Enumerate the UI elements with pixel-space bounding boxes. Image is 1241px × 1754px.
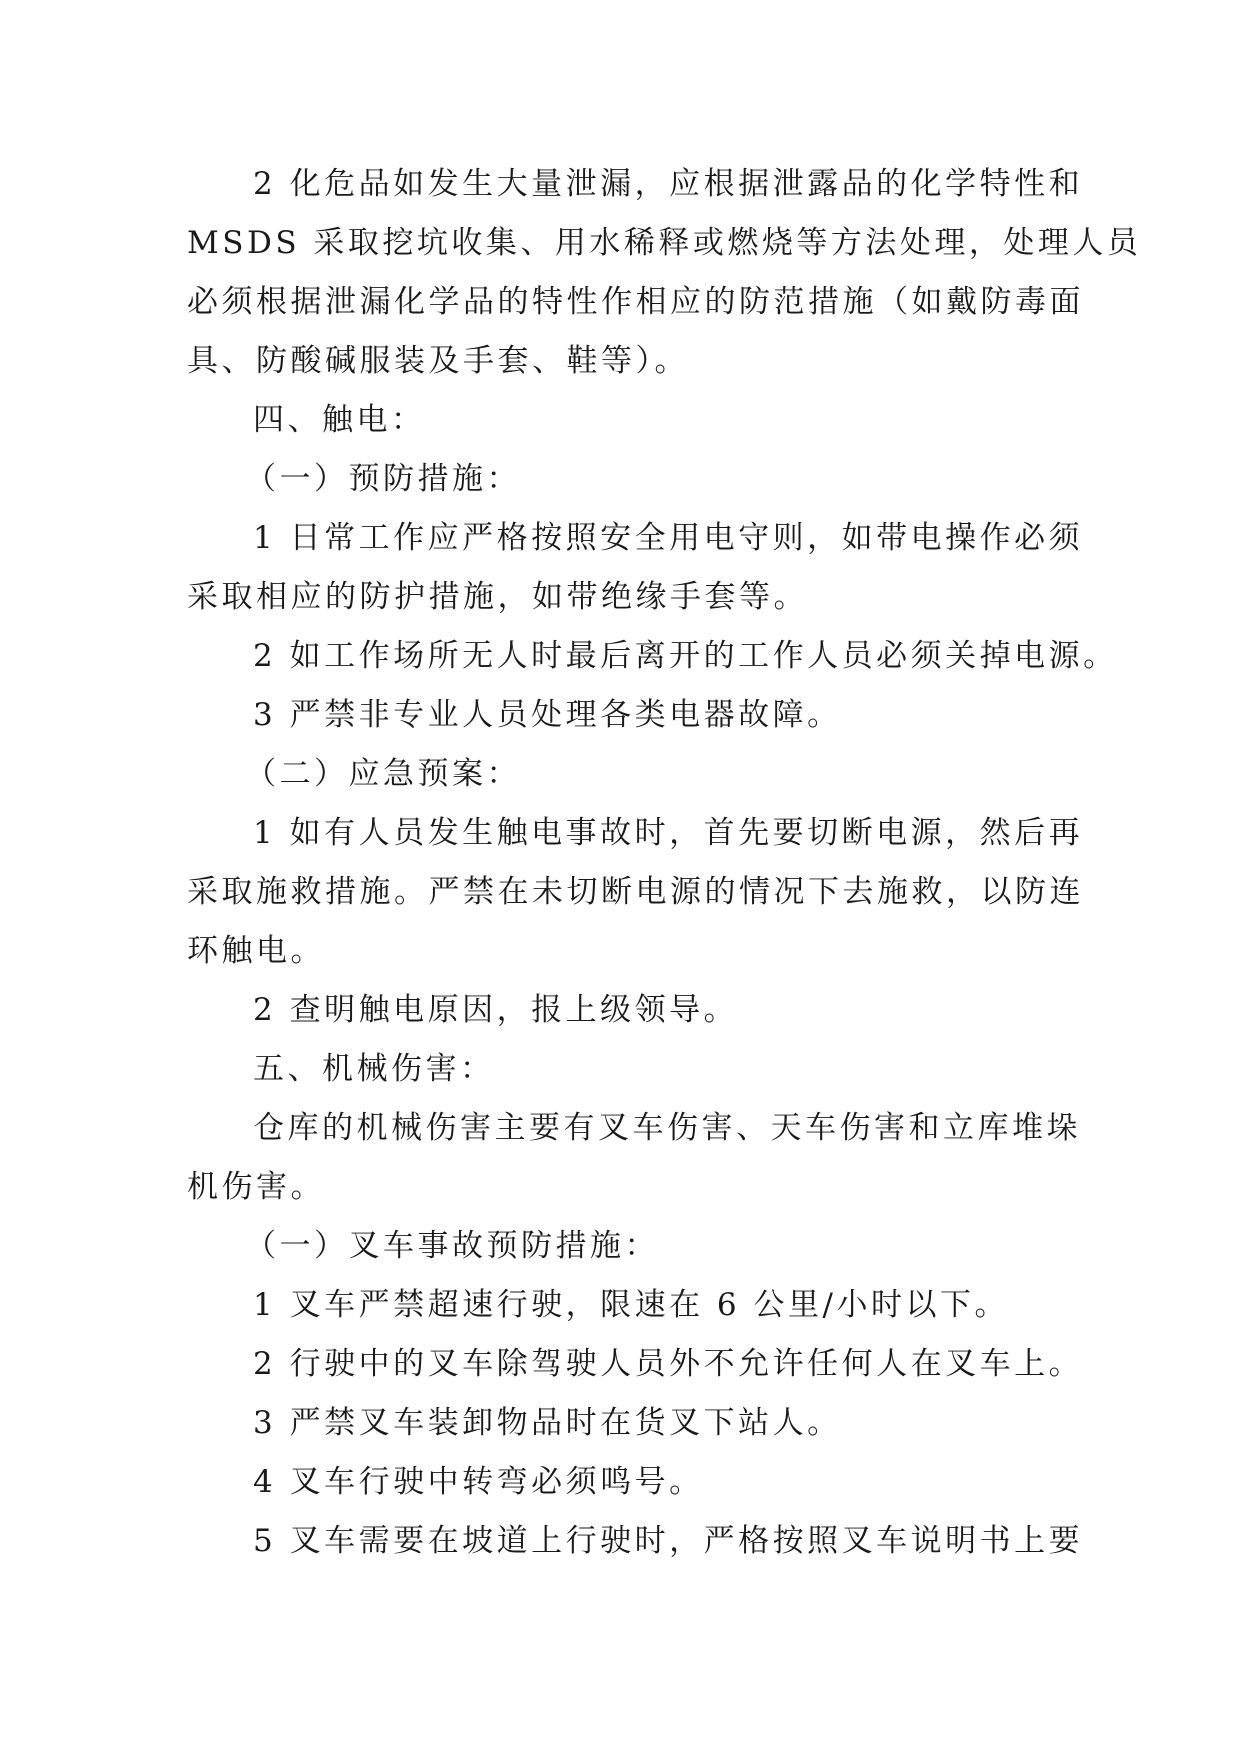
section-heading: 五、机械伤害：: [253, 1051, 495, 1087]
paragraph-line: 2 查明触电原因，报上级领导。: [253, 992, 739, 1028]
paragraph-line: 仓库的机械伤害主要有叉车伤害、天车伤害和立库堆垛: [253, 1110, 1081, 1146]
paragraph-line: 3 严禁叉车装卸物品时在货叉下站人。: [253, 1405, 842, 1441]
paragraph-line: 机伤害。: [187, 1169, 325, 1205]
paragraph-line: 5 叉车需要在坡道上行驶时，严格按照叉车说明书上要: [253, 1523, 1084, 1559]
section-heading: 四、触电：: [253, 402, 426, 438]
paragraph-line: MSDS 采取挖坑收集、用水稀释或燃烧等方法处理，处理人员: [187, 225, 1142, 261]
paragraph-line: 采取施救措施。严禁在未切断电源的情况下去施救，以防连: [187, 874, 1084, 910]
paragraph-line: 4 叉车行驶中转弯必须鸣号。: [253, 1464, 704, 1500]
paragraph-line: 2 行驶中的叉车除驾驶人员外不允许任何人在叉车上。: [253, 1346, 1084, 1382]
subsection-heading: （二）应急预案：: [245, 756, 521, 792]
subsection-heading: （一）叉车事故预防措施：: [245, 1228, 659, 1264]
paragraph-line: 1 如有人员发生触电事故时，首先要切断电源，然后再: [253, 815, 1084, 851]
paragraph-line: 2 如工作场所无人时最后离开的工作人员必须关掉电源。: [253, 638, 1118, 674]
paragraph-line: 具、防酸碱服装及手套、鞋等）。: [187, 343, 689, 379]
paragraph-line: 3 严禁非专业人员处理各类电器故障。: [253, 697, 842, 733]
paragraph-line: 采取相应的防护措施，如带绝缘手套等。: [187, 579, 808, 615]
paragraph-line: 必须根据泄漏化学品的特性作相应的防范措施（如戴防毒面: [187, 284, 1084, 320]
document-body: [187, 155, 1142, 1571]
paragraph-line: 环触电。: [187, 933, 325, 969]
paragraph-line: 2 化危品如发生大量泄漏，应根据泄露品的化学特性和: [253, 166, 1084, 202]
paragraph-line: 1 日常工作应严格按照安全用电守则，如带电操作必须: [253, 520, 1084, 556]
subsection-heading: （一）预防措施：: [245, 461, 521, 497]
paragraph-line: 1 叉车严禁超速行驶，限速在 6 公里/小时以下。: [253, 1287, 1009, 1323]
